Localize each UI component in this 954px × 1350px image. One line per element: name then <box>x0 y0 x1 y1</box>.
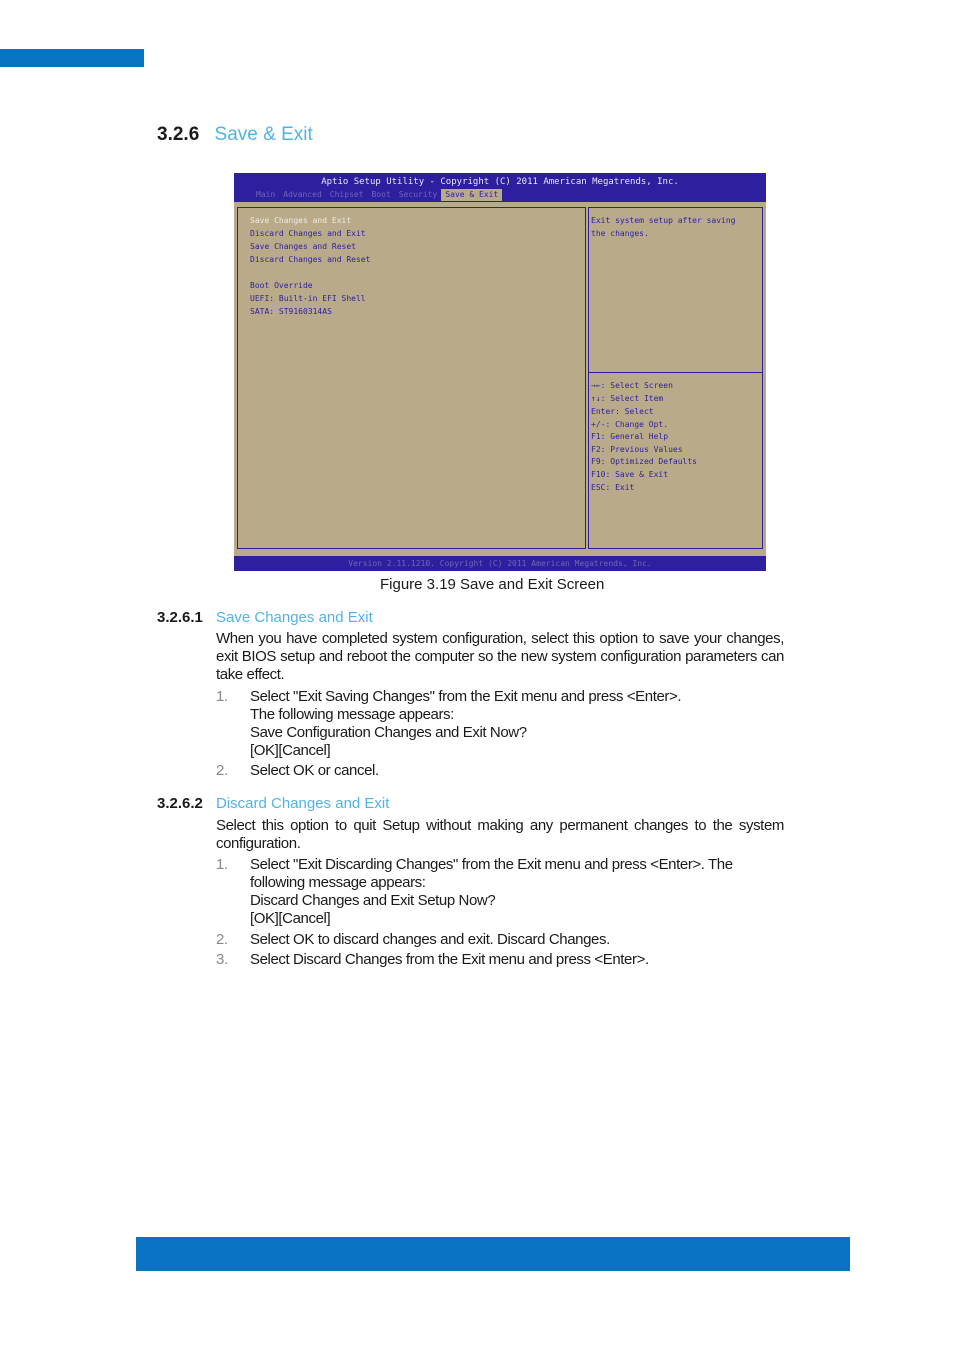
text-line: The following message appears: <box>250 706 454 723</box>
subsection-number: 3.2.6.2 <box>157 795 203 812</box>
bios-menu-item: Discard Changes and Exit <box>250 229 366 238</box>
list-item-text: Select OK to discard changes and exit. Discard Changes. <box>250 931 610 948</box>
bios-menu-item: Discard Changes and Reset <box>250 255 371 264</box>
text-line: following message appears: <box>250 874 426 891</box>
section-number: 3.2.6 <box>157 124 200 145</box>
bios-key-hint: →←: Select Screen <box>591 381 673 390</box>
text-line: Discard Changes and Exit Setup Now? <box>250 892 496 909</box>
paragraph: When you have completed system configuration, select this option to save your changes, exit BIOS setup and reboot the computer so the new system configuration parameters can take effect. <box>216 630 784 683</box>
bios-tab-save-exit: Save & Exit <box>441 189 502 201</box>
header-accent-bar <box>0 49 144 67</box>
bios-menu-item: UEFI: Built-in EFI Shell <box>250 294 366 303</box>
bios-tab-chipset: Chipset <box>329 190 364 199</box>
bios-menu-item: Save Changes and Reset <box>250 242 356 251</box>
bios-tab-advanced: Advanced <box>283 190 322 199</box>
figure-caption: Figure 3.19 Save and Exit Screen <box>380 576 605 593</box>
bios-tab-bar <box>252 189 502 201</box>
bios-footer: Version 2.11.1210. Copyright (C) 2011 American Megatrends, Inc. <box>234 556 766 571</box>
subsection-title: Save Changes and Exit <box>216 609 373 626</box>
bios-key-hint: ESC: Exit <box>591 483 635 492</box>
bios-screenshot <box>234 173 766 571</box>
bios-key-hint: F9: Optimized Defaults <box>591 457 697 466</box>
bios-key-hint: F2: Previous Values <box>591 445 683 454</box>
subsection-heading <box>157 795 389 812</box>
text-line: Save Configuration Changes and Exit Now? <box>250 724 527 741</box>
list-marker: 1. <box>216 688 228 705</box>
list-item-text: Select "Exit Discarding Changes" from the Exit menu and press <Enter>. The <box>250 856 733 873</box>
bios-menu-item: Boot Override <box>250 281 313 290</box>
bios-tab-security: Security <box>398 190 438 199</box>
bios-tab-boot: Boot <box>371 190 391 199</box>
bios-title: Aptio Setup Utility - Copyright (C) 2011 American Megatrends, Inc. <box>321 177 679 187</box>
bios-key-hint: F1: General Help <box>591 432 669 441</box>
section-title: Save & Exit <box>214 124 313 145</box>
list-marker: 2. <box>216 931 228 948</box>
list-marker: 1. <box>216 856 228 873</box>
list-marker: 2. <box>216 762 228 779</box>
bios-tab-main: Main <box>256 190 276 199</box>
bios-help-text: Exit system setup after saving <box>591 216 736 225</box>
subsection-title: Discard Changes and Exit <box>216 795 390 812</box>
list-item-text: Select OK or cancel. <box>250 762 379 779</box>
list-marker: 3. <box>216 951 228 968</box>
bios-key-hint: F10: Save & Exit <box>591 470 669 479</box>
paragraph: Select this option to quit Setup without making any permanent changes to the system configuration. <box>216 817 784 852</box>
bios-help-divider <box>589 372 762 373</box>
section-heading <box>157 124 313 146</box>
text-line: [OK][Cancel] <box>250 742 331 759</box>
bios-header <box>234 173 766 202</box>
text-line: [OK][Cancel] <box>250 910 331 927</box>
bios-help-text: the changes. <box>591 229 649 238</box>
bios-help-panel <box>588 207 763 549</box>
footer-accent-bar <box>136 1237 850 1271</box>
bios-key-hint: +/-: Change Opt. <box>591 420 669 429</box>
bios-menu-item: SATA: ST9160314AS <box>250 307 332 316</box>
subsection-number: 3.2.6.1 <box>157 609 203 626</box>
bios-key-hint: Enter: Select <box>591 407 654 416</box>
list-item-text: Select "Exit Saving Changes" from the Exit menu and press <Enter>. <box>250 688 682 705</box>
bios-menu-item: Save Changes and Exit <box>250 216 352 225</box>
bios-menu-panel <box>237 207 586 549</box>
subsection-heading <box>157 609 373 626</box>
bios-key-hint: ↑↓: Select Item <box>591 394 664 403</box>
list-item-text: Select Discard Changes from the Exit menu and press <Enter>. <box>250 951 649 968</box>
